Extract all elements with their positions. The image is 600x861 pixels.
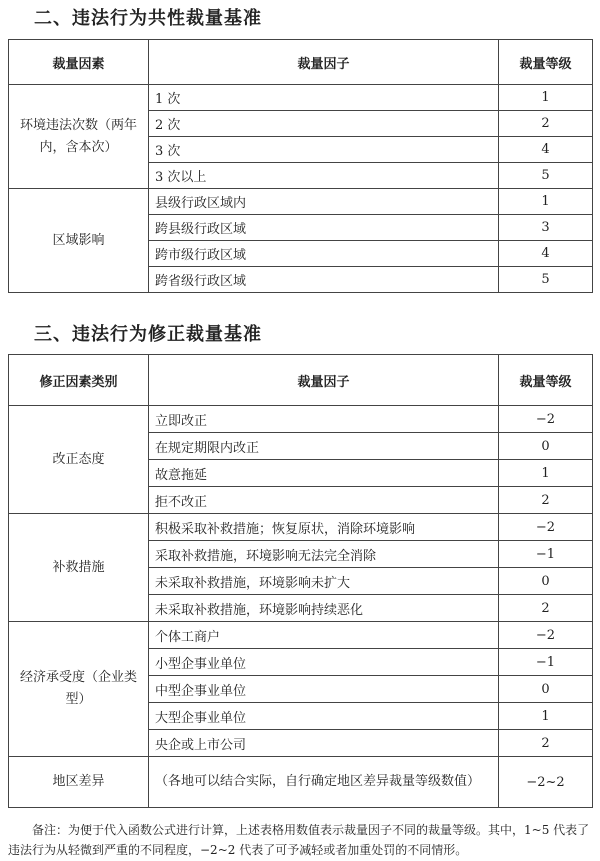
factor-cell: 在规定期限内改正 <box>149 433 499 460</box>
factor-cell: 积极采取补救措施；恢复原状，消除环境影响 <box>149 514 499 541</box>
category-cell: 地区差异 <box>9 757 149 808</box>
grade-cell: 2 <box>499 595 593 622</box>
table-header-row <box>9 355 593 406</box>
grade-cell: 5 <box>499 163 593 189</box>
factor-cell: 未采取补救措施，环境影响持续恶化 <box>149 595 499 622</box>
category-cell: 补救措施 <box>9 514 149 622</box>
factor-cell: 故意拖延 <box>149 460 499 487</box>
table-row <box>9 189 593 215</box>
header-factor: 裁量因子 <box>149 355 499 406</box>
table-row <box>9 85 593 111</box>
factor-cell: 跨县级行政区域 <box>149 215 499 241</box>
table-row <box>9 757 593 808</box>
footnote: 备注：为便于代入函数公式进行计算，上述表格用数值表示裁量因子不同的裁量等级。其中，1~5 代表了违法行为从轻微到严重的不同程度，−2~2 代表了可予减轻或者加重处罚的不同情形。 <box>8 823 590 857</box>
factor-cell: 个体工商户 <box>149 622 499 649</box>
grade-cell: 4 <box>499 137 593 163</box>
factor-cell: 跨市级行政区域 <box>149 241 499 267</box>
factor-cell: 大型企事业单位 <box>149 703 499 730</box>
factor-cell: 中型企事业单位 <box>149 676 499 703</box>
header-grade: 裁量等级 <box>499 40 593 85</box>
grade-cell: −2 <box>499 622 593 649</box>
grade-cell: 2 <box>499 730 593 757</box>
grade-cell: 1 <box>499 460 593 487</box>
header-factor: 裁量因子 <box>149 40 499 85</box>
grade-cell: 0 <box>499 676 593 703</box>
factor-cell: 县级行政区域内 <box>149 189 499 215</box>
factor-cell: 跨省级行政区域 <box>149 267 499 293</box>
section2-heading: 三、违法行为修正裁量基准 <box>34 324 262 345</box>
factor-cell: 未采取补救措施，环境影响未扩大 <box>149 568 499 595</box>
factor-cell: 央企或上市公司 <box>149 730 499 757</box>
category-cell: 环境违法次数（两年内，含本次） <box>9 85 149 189</box>
factor-cell: 1 次 <box>149 85 499 111</box>
table-row <box>9 406 593 433</box>
table-row <box>9 514 593 541</box>
grade-cell: 0 <box>499 433 593 460</box>
grade-cell: 2 <box>499 111 593 137</box>
header-correction-category: 修正因素类别 <box>9 355 149 406</box>
factor-cell: 立即改正 <box>149 406 499 433</box>
factor-cell: 3 次 <box>149 137 499 163</box>
grade-cell: 2 <box>499 487 593 514</box>
header-grade: 裁量等级 <box>499 355 593 406</box>
grade-cell: −2~2 <box>499 757 593 808</box>
grade-cell: −1 <box>499 649 593 676</box>
table-header-row <box>9 40 593 85</box>
category-cell: 经济承受度（企业类型） <box>9 622 149 757</box>
grade-cell: −2 <box>499 514 593 541</box>
common-discretion-table <box>8 39 593 293</box>
grade-cell: 1 <box>499 85 593 111</box>
factor-cell: 采取补救措施，环境影响无法完全消除 <box>149 541 499 568</box>
grade-cell: 4 <box>499 241 593 267</box>
grade-cell: 3 <box>499 215 593 241</box>
section1-heading: 二、违法行为共性裁量基准 <box>34 8 262 29</box>
grade-cell: −2 <box>499 406 593 433</box>
table-row <box>9 622 593 649</box>
factor-cell: 小型企事业单位 <box>149 649 499 676</box>
header-factor-category: 裁量因素 <box>9 40 149 85</box>
grade-cell: 1 <box>499 189 593 215</box>
correction-discretion-table <box>8 354 593 808</box>
factor-cell: 拒不改正 <box>149 487 499 514</box>
factor-cell: 2 次 <box>149 111 499 137</box>
grade-cell: −1 <box>499 541 593 568</box>
factor-cell: （各地可以结合实际，自行确定地区差异裁量等级数值） <box>149 757 499 808</box>
factor-cell: 3 次以上 <box>149 163 499 189</box>
grade-cell: 0 <box>499 568 593 595</box>
grade-cell: 1 <box>499 703 593 730</box>
grade-cell: 5 <box>499 267 593 293</box>
category-cell: 区域影响 <box>9 189 149 293</box>
category-cell: 改正态度 <box>9 406 149 514</box>
